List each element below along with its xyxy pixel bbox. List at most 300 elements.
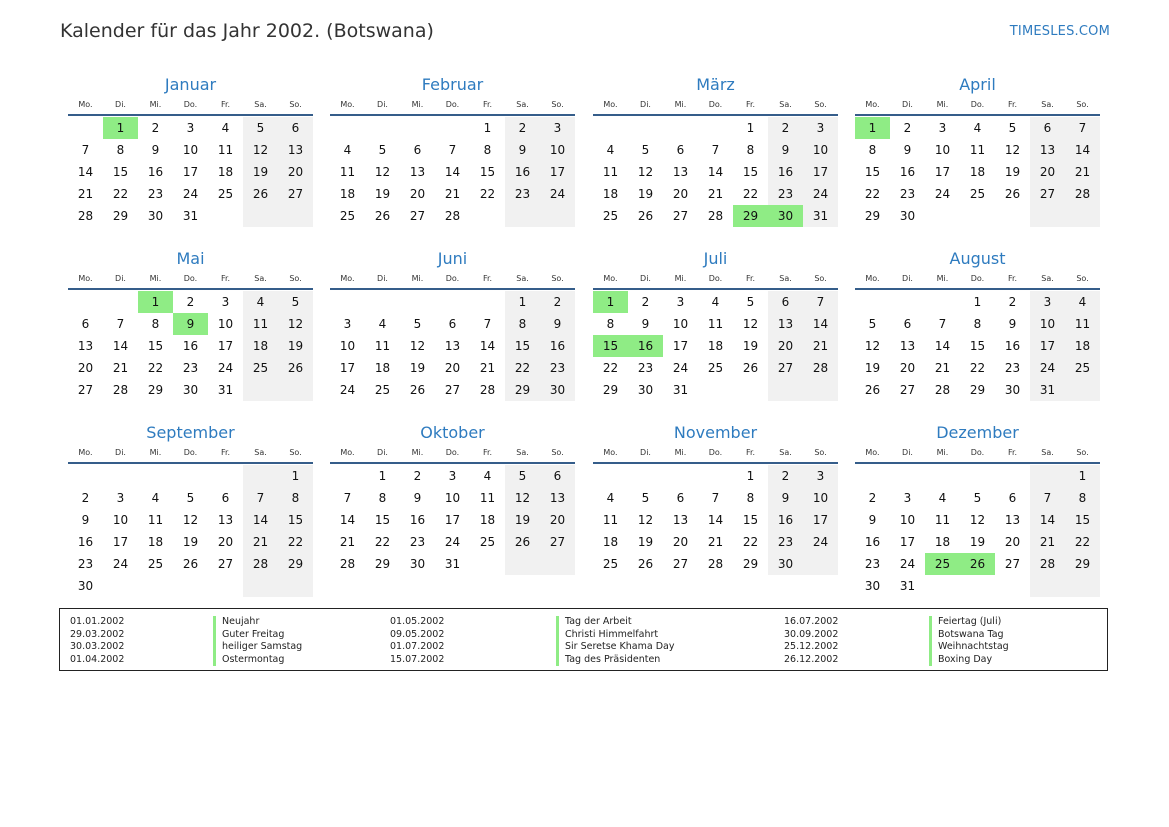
weekday-label: Fr. [482,100,493,109]
day-cell: 23 [899,187,916,201]
weekday-label: Mo. [78,274,93,283]
day-cell: 9 [151,143,160,157]
weekday-label: Fr. [1007,448,1018,457]
day-cell: 5 [186,491,195,505]
day-cell: 9 [641,317,650,331]
day-cell: 1 [518,295,527,309]
day-cell: 6 [676,491,685,505]
weekday-label: Di. [640,100,651,109]
day-cell: 10 [1039,317,1056,331]
weekday-label: Sa. [516,100,529,109]
weekday-label: Fr. [482,274,493,283]
legend-date: 30.09.2002 [784,628,839,640]
legend-date: 26.12.2002 [784,653,839,665]
month-title: April [959,75,996,94]
day-cell: 8 [291,491,300,505]
day-cell: 8 [746,491,755,505]
day-cell: 11 [934,513,951,527]
day-cell: 3 [816,469,825,483]
day-cell: 3 [1043,295,1052,309]
day-cell: 7 [1043,491,1052,505]
day-grid [855,465,1100,597]
legend-dates [70,616,124,666]
day-cell: 29 [969,383,986,397]
weekday-label: Mi. [936,274,949,283]
day-cell: 6 [553,469,562,483]
weekday-label: Do. [183,100,198,109]
weekday-header [330,270,575,287]
day-cell: 22 [147,361,164,375]
day-cell: 10 [339,339,356,353]
weekday-label: Mo. [78,448,93,457]
day-cell: 6 [676,143,685,157]
day-cell: 24 [672,361,689,375]
day-cell: 21 [707,535,724,549]
day-cell: 21 [707,187,724,201]
header-rule [68,114,313,116]
weekday-label: Do. [708,274,723,283]
weekday-label: Di. [902,274,913,283]
weekday-label: So. [551,100,564,109]
day-cell: 17 [1039,339,1056,353]
day-cell: 2 [641,295,650,309]
weekday-label: Sa. [254,448,267,457]
day-cell: 7 [81,143,90,157]
weekday-label: Sa. [516,274,529,283]
day-cell: 18 [934,535,951,549]
day-cell: 24 [217,361,234,375]
day-cell: 24 [339,383,356,397]
weekday-label: Sa. [779,274,792,283]
day-cell: 31 [1039,383,1056,397]
day-cell: 10 [672,317,689,331]
day-cell: 17 [112,535,129,549]
day-cell: 8 [151,317,160,331]
legend-date: 01.05.2002 [390,616,445,627]
month-dezember [855,422,1100,597]
day-cell: 27 [1004,557,1021,571]
day-cell: 26 [514,535,531,549]
day-cell: 8 [868,143,877,157]
day-cell: 4 [1078,295,1087,309]
holiday-cell: 9 [173,313,208,335]
day-cell: 13 [217,513,234,527]
day-cell: 12 [409,339,426,353]
day-cell: 17 [812,513,829,527]
day-cell: 25 [479,535,496,549]
day-cell: 27 [409,209,426,223]
day-cell: 7 [343,491,352,505]
day-cell: 31 [812,209,829,223]
weekday-label: Fr. [220,448,231,457]
day-cell: 21 [1039,535,1056,549]
day-cell: 11 [147,513,164,527]
day-cell: 19 [287,339,304,353]
day-cell: 11 [252,317,269,331]
day-cell: 8 [746,143,755,157]
day-cell: 3 [938,121,947,135]
day-cell: 5 [973,491,982,505]
day-cell: 31 [672,383,689,397]
day-cell: 3 [186,121,195,135]
day-cell: 20 [77,361,94,375]
day-cell: 24 [549,187,566,201]
day-cell: 17 [672,339,689,353]
day-cell: 23 [1004,361,1021,375]
day-cell: 18 [602,187,619,201]
day-cell: 13 [1004,513,1021,527]
day-cell: 3 [903,491,912,505]
day-cell: 15 [374,513,391,527]
day-cell: 10 [549,143,566,157]
day-cell: 25 [339,209,356,223]
weekday-label: Fr. [220,100,231,109]
day-cell: 18 [707,339,724,353]
day-cell: 26 [637,209,654,223]
day-cell: 23 [182,361,199,375]
day-cell: 28 [812,361,829,375]
day-cell: 29 [742,557,759,571]
day-cell: 22 [374,535,391,549]
day-cell: 16 [549,339,566,353]
weekday-header [855,96,1100,113]
day-cell: 2 [151,121,160,135]
day-cell: 10 [934,143,951,157]
day-cell: 22 [287,535,304,549]
weekday-label: So. [814,100,827,109]
day-cell: 2 [868,491,877,505]
day-cell: 31 [217,383,234,397]
holiday-cell: 29 [733,205,768,227]
day-cell: 18 [339,187,356,201]
weekday-label: Mi. [411,274,424,283]
day-cell: 24 [934,187,951,201]
weekday-label: Do. [183,274,198,283]
day-cell: 15 [864,165,881,179]
day-cell: 21 [77,187,94,201]
day-grid [330,465,575,597]
day-cell: 20 [549,513,566,527]
day-cell: 21 [252,535,269,549]
weekday-label: Do. [708,100,723,109]
day-grid [593,117,838,249]
holiday-cell: 30 [768,205,803,227]
day-cell: 25 [217,187,234,201]
day-cell: 28 [707,209,724,223]
day-cell: 8 [518,317,527,331]
day-cell: 16 [1004,339,1021,353]
weekday-label: Sa. [1041,274,1054,283]
day-cell: 6 [448,317,457,331]
header-rule [855,462,1100,464]
day-cell: 29 [1074,557,1091,571]
day-cell: 9 [413,491,422,505]
weekday-label: Di. [115,448,126,457]
day-cell: 21 [444,187,461,201]
day-cell: 28 [1074,187,1091,201]
weekday-label: Fr. [220,274,231,283]
day-cell: 5 [256,121,265,135]
day-cell: 2 [186,295,195,309]
day-cell: 27 [549,535,566,549]
day-cell: 30 [147,209,164,223]
day-cell: 28 [444,209,461,223]
day-cell: 15 [742,513,759,527]
day-cell: 19 [409,361,426,375]
legend-date: 29.03.2002 [70,628,125,640]
day-cell: 27 [1039,187,1056,201]
day-cell: 1 [291,469,300,483]
day-cell: 27 [287,187,304,201]
month-august [855,248,1100,423]
month-november [593,422,838,597]
day-cell: 15 [1074,513,1091,527]
page-title: Kalender für das Jahr 2002. (Botswana) [60,20,434,42]
day-cell: 20 [287,165,304,179]
day-cell: 2 [518,121,527,135]
weekday-label: Fr. [1007,274,1018,283]
day-cell: 30 [1004,383,1021,397]
day-cell: 8 [378,491,387,505]
day-cell: 22 [864,187,881,201]
day-cell: 28 [1039,557,1056,571]
day-cell: 29 [514,383,531,397]
legend-date: 01.01.2002 [70,616,125,627]
day-cell: 28 [339,557,356,571]
day-cell: 11 [339,165,356,179]
day-cell: 24 [899,557,916,571]
day-cell: 5 [518,469,527,483]
day-cell: 17 [444,513,461,527]
day-cell: 10 [444,491,461,505]
day-cell: 31 [899,579,916,593]
day-cell: 24 [112,557,129,571]
day-cell: 20 [1004,535,1021,549]
day-cell: 5 [641,491,650,505]
legend-holiday-name: Weihnachtstag [929,641,1009,654]
weekday-label: Do. [970,100,985,109]
day-cell: 14 [479,339,496,353]
day-cell: 26 [287,361,304,375]
day-cell: 3 [816,121,825,135]
day-cell: 6 [413,143,422,157]
day-cell: 14 [112,339,129,353]
legend-names [929,616,1009,666]
day-cell: 8 [116,143,125,157]
weekday-label: Mi. [674,100,687,109]
legend-holiday-name: Feiertag (Juli) [929,616,1009,629]
day-cell: 9 [81,513,90,527]
weekday-label: So. [1076,448,1089,457]
day-cell: 16 [182,339,199,353]
holiday-cell: 1 [103,117,138,139]
weekday-label: So. [1076,100,1089,109]
day-cell: 7 [938,317,947,331]
day-cell: 23 [514,187,531,201]
weekday-label: Di. [377,100,388,109]
day-cell: 5 [1008,121,1017,135]
weekday-header [593,444,838,461]
day-cell: 14 [77,165,94,179]
day-cell: 6 [903,317,912,331]
day-cell: 7 [711,143,720,157]
legend-dates [390,616,444,666]
day-cell: 23 [777,535,794,549]
day-cell: 19 [637,187,654,201]
day-cell: 20 [1039,165,1056,179]
weekday-label: Mi. [411,100,424,109]
day-cell: 20 [672,535,689,549]
day-cell: 14 [707,513,724,527]
weekday-label: Do. [970,274,985,283]
day-cell: 25 [252,361,269,375]
day-cell: 12 [969,513,986,527]
weekday-header [330,444,575,461]
weekday-label: Fr. [745,448,756,457]
day-cell: 9 [781,143,790,157]
day-cell: 5 [413,317,422,331]
day-cell: 2 [903,121,912,135]
day-grid [593,291,838,423]
day-cell: 27 [77,383,94,397]
weekday-label: Mi. [149,448,162,457]
month-oktober [330,422,575,597]
day-cell: 16 [147,165,164,179]
day-cell: 20 [777,339,794,353]
day-cell: 29 [112,209,129,223]
day-cell: 25 [969,187,986,201]
day-grid [68,291,313,423]
day-cell: 22 [112,187,129,201]
day-cell: 12 [514,491,531,505]
weekday-header [68,270,313,287]
month-juni [330,248,575,423]
month-title: Oktober [420,423,485,442]
holiday-legend [59,608,1108,671]
day-cell: 10 [899,513,916,527]
day-cell: 13 [777,317,794,331]
day-cell: 8 [606,317,615,331]
weekday-label: So. [289,274,302,283]
day-cell: 25 [602,209,619,223]
day-cell: 25 [1074,361,1091,375]
month-mai [68,248,313,423]
weekday-label: Mi. [674,448,687,457]
weekday-label: Mo. [865,100,880,109]
day-cell: 17 [217,339,234,353]
legend-date: 01.04.2002 [70,653,125,665]
legend-holiday-name: Ostermontag [213,654,302,667]
day-cell: 15 [147,339,164,353]
header-rule [68,462,313,464]
day-cell: 4 [151,491,160,505]
header-rule [855,114,1100,116]
weekday-label: Mi. [936,100,949,109]
day-cell: 19 [252,165,269,179]
day-cell: 16 [777,165,794,179]
day-cell: 28 [77,209,94,223]
legend-date: 09.05.2002 [390,628,445,640]
holiday-cell: 1 [138,291,173,313]
brand-link[interactable]: TIMESLES.COM [1009,24,1110,39]
day-cell: 8 [973,317,982,331]
day-cell: 22 [514,361,531,375]
day-cell: 17 [339,361,356,375]
month-september [68,422,313,597]
day-cell: 19 [742,339,759,353]
day-cell: 4 [938,491,947,505]
legend-names [213,616,302,666]
legend-holiday-name: Christi Himmelfahrt [556,629,674,642]
weekday-label: Do. [970,448,985,457]
day-cell: 1 [746,469,755,483]
day-cell: 29 [864,209,881,223]
day-cell: 3 [448,469,457,483]
weekday-label: Di. [377,448,388,457]
weekday-header [68,444,313,461]
day-cell: 11 [479,491,496,505]
day-cell: 30 [777,557,794,571]
weekday-label: Do. [183,448,198,457]
weekday-label: So. [289,448,302,457]
legend-dates [784,616,838,666]
day-cell: 28 [112,383,129,397]
day-cell: 15 [479,165,496,179]
day-grid [855,291,1100,423]
day-cell: 26 [864,383,881,397]
day-cell: 2 [553,295,562,309]
weekday-label: Mi. [674,274,687,283]
day-cell: 10 [112,513,129,527]
day-cell: 27 [217,557,234,571]
day-cell: 28 [707,557,724,571]
day-cell: 12 [287,317,304,331]
day-cell: 20 [899,361,916,375]
legend-holiday-name: Guter Freitag [213,629,302,642]
day-cell: 9 [781,491,790,505]
day-cell: 7 [448,143,457,157]
legend-date: 15.07.2002 [390,653,445,665]
weekday-label: Mo. [78,100,93,109]
day-cell: 15 [969,339,986,353]
weekday-label: Sa. [254,100,267,109]
weekday-header [855,444,1100,461]
day-cell: 19 [1004,165,1021,179]
day-cell: 6 [1008,491,1017,505]
day-cell: 24 [812,535,829,549]
day-cell: 11 [217,143,234,157]
day-cell: 20 [217,535,234,549]
day-cell: 23 [864,557,881,571]
day-cell: 7 [483,317,492,331]
weekday-label: Do. [445,100,460,109]
day-cell: 13 [287,143,304,157]
day-cell: 23 [637,361,654,375]
day-cell: 23 [147,187,164,201]
day-cell: 13 [899,339,916,353]
day-cell: 7 [1078,121,1087,135]
day-cell: 17 [899,535,916,549]
day-cell: 26 [252,187,269,201]
weekday-label: Sa. [516,448,529,457]
weekday-label: Di. [377,274,388,283]
day-cell: 3 [221,295,230,309]
day-cell: 19 [182,535,199,549]
legend-holiday-name: heiliger Samstag [213,641,302,654]
day-cell: 24 [812,187,829,201]
weekday-label: Fr. [745,100,756,109]
day-cell: 11 [374,339,391,353]
